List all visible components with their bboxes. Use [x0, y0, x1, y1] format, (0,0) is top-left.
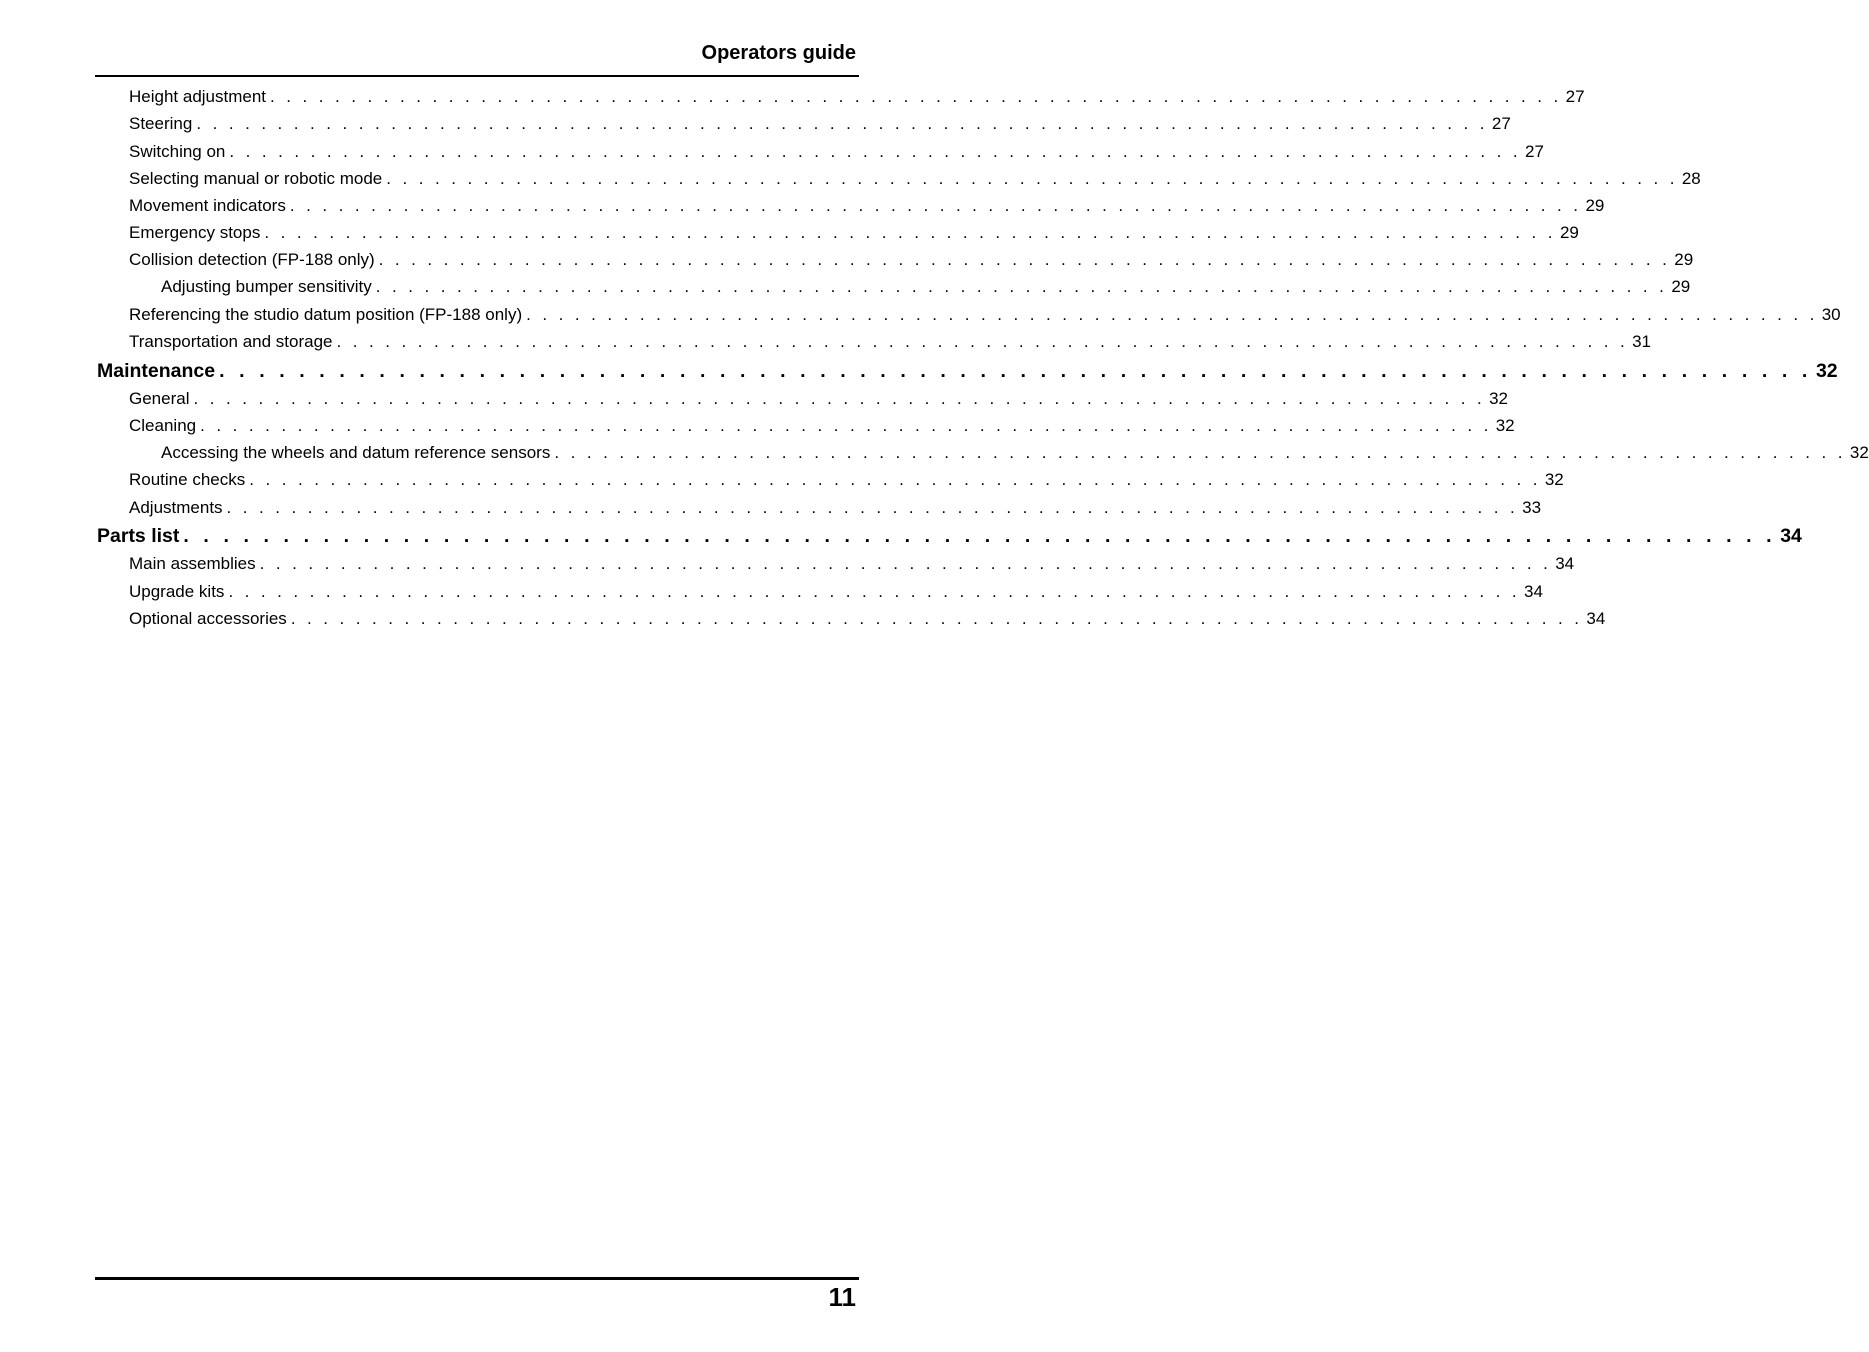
toc-entry — [129, 470, 1564, 497]
toc-entry-page: 31 — [1632, 332, 1652, 351]
toc-entry-page: 29 — [1674, 250, 1694, 269]
toc-leader-dots: . . . . . . . . . . . . . . . . . . . . . . . . . . . . . . . . . . . . . . . . . . . . . . . . . . . . . . . . . . . . . . . . . . . . . . . . . . . . . . . . — [226, 498, 1519, 517]
toc-entry-title: Accessing the wheels and datum reference sensors — [161, 443, 551, 462]
page-number: 11 — [828, 1282, 856, 1312]
toc-entry-title: Adjusting bumper sensitivity — [161, 277, 372, 296]
toc-entry-title: Main assemblies — [129, 554, 256, 573]
toc-entry-page: 34 — [1780, 525, 1802, 547]
toc-leader-dots: . . . . . . . . . . . . . . . . . . . . . . . . . . . . . . . . . . . . . . . . . . . . . . . . . . . . . . . . . . . . . . . . . . . . . . . . . . . . . . . . — [249, 470, 1541, 489]
document-title: Operators guide — [701, 42, 856, 64]
toc-leader-dots: . . . . . . . . . . . . . . . . . . . . . . . . . . . . . . . . . . . . . . . . . . . . . . . . . . . . . . . . . . . . . . . . . . . . . . . . . . . . . . . . — [229, 142, 1521, 161]
footer-rule — [95, 1277, 859, 1280]
toc-entry-page: 32 — [1849, 443, 1869, 462]
toc-leader-dots: . . . . . . . . . . . . . . . . . . . . . . . . . . . . . . . . . . . . . . . . . . . . . . . . . . . . . . . . . . . . . . . . . . . . . . . . . . . . . . . . — [270, 87, 1562, 106]
toc-entry — [129, 250, 1694, 277]
toc-entry — [129, 196, 1605, 223]
toc-entry-title: Steering — [129, 114, 193, 133]
toc-leader-dots: . . . . . . . . . . . . . . . . . . . . . . . . . . . . . . . . . . . . . . . . . . . . . . . . . . . . . . . . . . . . . . . . . . . . . . . . . . . . . . . . — [196, 114, 1488, 133]
toc-entry-title: Collision detection (FP-188 only) — [129, 250, 375, 269]
toc-entry-title: General — [129, 389, 190, 408]
toc-entry — [129, 389, 1508, 416]
toc-entry — [129, 142, 1544, 169]
toc-entry-page: 34 — [1555, 554, 1575, 573]
toc-entry-title: Parts list — [97, 525, 180, 547]
toc-leader-dots: . . . . . . . . . . . . . . . . . . . . . . . . . . . . . . . . . . . . . . . . . . . . . . . . . . . . . . . . . . . . . . . . . . . . . . . . . . . . . . . . — [386, 169, 1678, 188]
toc-entry — [129, 223, 1579, 250]
toc-entry — [129, 305, 1841, 332]
toc-entry — [129, 609, 1606, 636]
toc-entry-page: 30 — [1821, 305, 1841, 324]
toc-section-entry — [97, 525, 1802, 552]
toc-entry-page: 33 — [1522, 498, 1542, 517]
toc-entry-page: 34 — [1524, 582, 1543, 601]
toc-leader-dots: . . . . . . . . . . . . . . . . . . . . . . . . . . . . . . . . . . . . . . . . . . . . . . . . . . . . . . . . . . . . . . . . . . . . . . . . . . . . . . . . — [375, 277, 1668, 296]
toc-entry-title: Upgrade kits — [129, 582, 225, 601]
header-rule — [95, 75, 859, 77]
toc-entry-title: Emergency stops — [129, 223, 261, 242]
toc-leader-dots: . . . . . . . . . . . . . . . . . . . . . . . . . . . . . . . . . . . . . . . . . . . . . . . . . . . . . . . . . . . . . . . . . . . . . . . . . . . . . . . . — [219, 360, 1812, 382]
toc-entry-title: Height adjustment — [129, 87, 267, 106]
toc-leader-dots: . . . . . . . . . . . . . . . . . . . . . . . . . . . . . . . . . . . . . . . . . . . . . . . . . . . . . . . . . . . . . . . . . . . . . . . . . . . . . . . . — [193, 389, 1486, 408]
toc-entry-page: 28 — [1681, 169, 1701, 188]
toc-entry-page: 32 — [1544, 470, 1564, 489]
toc-entry — [129, 554, 1575, 581]
toc-entry-page: 29 — [1671, 277, 1691, 296]
toc-entry-title: Adjustments — [129, 498, 223, 517]
toc-leader-dots: . . . . . . . . . . . . . . . . . . . . . . . . . . . . . . . . . . . . . . . . . . . . . . . . . . . . . . . . . . . . . . . . . . . . . . . . . . . . . . . . — [290, 609, 1583, 628]
toc-entry-page: 32 — [1815, 360, 1838, 382]
toc-entry-title: Maintenance — [97, 360, 216, 382]
toc-entry — [129, 582, 1543, 609]
toc-section-entry — [97, 360, 1838, 387]
toc-leader-dots: . . . . . . . . . . . . . . . . . . . . . . . . . . . . . . . . . . . . . . . . . . . . . . . . . . . . . . . . . . . . . . . . . . . . . . . . . . . . . . . . — [200, 416, 1492, 435]
toc-entry — [129, 332, 1652, 359]
toc-entry-title: Routine checks — [129, 470, 246, 489]
toc-entry-page: 32 — [1489, 389, 1508, 408]
toc-entry-title: Optional accessories — [129, 609, 287, 628]
toc-leader-dots: . . . . . . . . . . . . . . . . . . . . . . . . . . . . . . . . . . . . . . . . . . . . . . . . . . . . . . . . . . . . . . . . . . . . . . . . . . . . . . . . — [228, 582, 1521, 601]
toc-entry-page: 27 — [1491, 114, 1511, 133]
toc-entry — [129, 87, 1585, 114]
toc-entry-title: Selecting manual or robotic mode — [129, 169, 383, 188]
toc-leader-dots: . . . . . . . . . . . . . . . . . . . . . . . . . . . . . . . . . . . . . . . . . . . . . . . . . . . . . . . . . . . . . . . . . . . . . . . . . . . . . . . . — [526, 305, 1818, 324]
toc-entry-page: 29 — [1559, 223, 1579, 242]
toc-entry-title: Switching on — [129, 142, 226, 161]
toc-entry-page: 32 — [1495, 416, 1515, 435]
toc-leader-dots: . . . . . . . . . . . . . . . . . . . . . . . . . . . . . . . . . . . . . . . . . . . . . . . . . . . . . . . . . . . . . . . . . . . . . . . . . . . . . . . . — [183, 525, 1777, 547]
toc-entry-title: Movement indicators — [129, 196, 286, 215]
toc-entry — [161, 277, 1691, 304]
toc-leader-dots: . . . . . . . . . . . . . . . . . . . . . . . . . . . . . . . . . . . . . . . . . . . . . . . . . . . . . . . . . . . . . . . . . . . . . . . . . . . . . . . . — [259, 554, 1552, 573]
toc-entry-title: Transportation and storage — [129, 332, 333, 351]
toc-entry-title: Cleaning — [129, 416, 197, 435]
toc-leader-dots: . . . . . . . . . . . . . . . . . . . . . . . . . . . . . . . . . . . . . . . . . . . . . . . . . . . . . . . . . . . . . . . . . . . . . . . . . . . . . . . . — [336, 332, 1629, 351]
toc-entry-page: 27 — [1524, 142, 1544, 161]
toc-entry — [129, 114, 1511, 141]
toc-entry — [129, 498, 1542, 525]
toc-leader-dots: . . . . . . . . . . . . . . . . . . . . . . . . . . . . . . . . . . . . . . . . . . . . . . . . . . . . . . . . . . . . . . . . . . . . . . . . . . . . . . . . — [264, 223, 1556, 242]
toc-entry-page: 29 — [1585, 196, 1605, 215]
toc-leader-dots: . . . . . . . . . . . . . . . . . . . . . . . . . . . . . . . . . . . . . . . . . . . . . . . . . . . . . . . . . . . . . . . . . . . . . . . . . . . . . . . . — [554, 443, 1846, 462]
toc-leader-dots: . . . . . . . . . . . . . . . . . . . . . . . . . . . . . . . . . . . . . . . . . . . . . . . . . . . . . . . . . . . . . . . . . . . . . . . . . . . . . . . . — [378, 250, 1671, 269]
toc-entry — [129, 416, 1515, 443]
toc-leader-dots: . . . . . . . . . . . . . . . . . . . . . . . . . . . . . . . . . . . . . . . . . . . . . . . . . . . . . . . . . . . . . . . . . . . . . . . . . . . . . . . . — [289, 196, 1582, 215]
toc-entry-page: 34 — [1586, 609, 1606, 628]
toc-entry-title: Referencing the studio datum position (FP-188 only) — [129, 305, 523, 324]
toc-entry — [161, 443, 1869, 470]
toc-entry-page: 27 — [1565, 87, 1585, 106]
toc-entry — [129, 169, 1701, 196]
